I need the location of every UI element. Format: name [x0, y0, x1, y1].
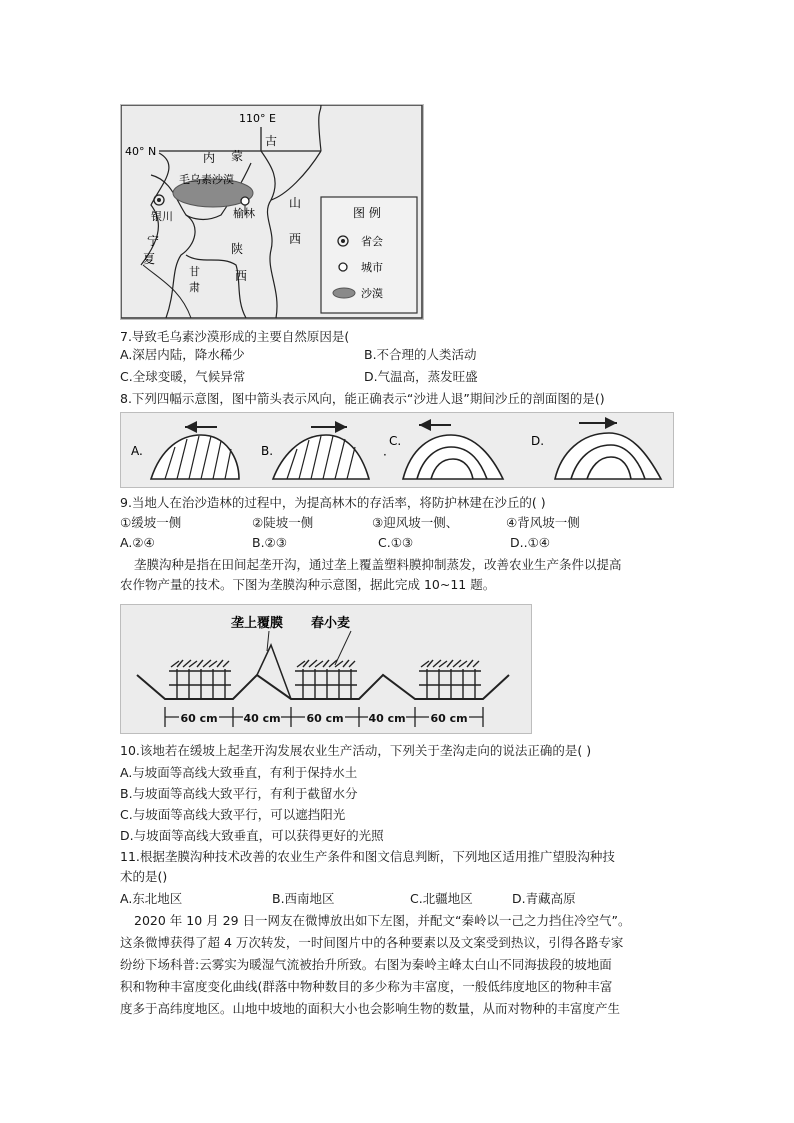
width-label: 60 cm [430, 712, 468, 725]
width-label: 40 cm [243, 712, 281, 725]
region-label: 古 [265, 134, 278, 148]
desert-label: 毛乌素沙漠 [179, 173, 234, 186]
dune-label-a[interactable]: A. [131, 444, 143, 458]
q7-option-c[interactable]: C.全球变暖，气候异常 [120, 369, 246, 384]
region-label: 西 [235, 269, 248, 283]
width-label: 60 cm [180, 712, 218, 725]
region-label: 宁 [147, 234, 160, 248]
q11-stem-line1: 11.根据垄膜沟种技术改善的农业生产条件和图文信息判断，下列地区适用推广望股沟种技 [120, 849, 615, 864]
width-label: 40 cm [368, 712, 406, 725]
q11-stem-line2: 术的是() [120, 869, 168, 884]
q11-option-b[interactable]: B.西南地区 [272, 891, 335, 906]
q9-option-d[interactable]: D..①④ [510, 535, 550, 550]
passage2-line3: 纷纷下场科普:云雾实为暖湿气流被抬升所致。右图为秦岭主峰太白山不同海拔段的坡地面 [120, 957, 612, 972]
q9-item-1: ①缓坡一侧 [120, 515, 182, 530]
q9-item-3: ③迎风坡一侧、 [372, 515, 459, 530]
q10-option-b[interactable]: B.与坡面等高线大致平行，有利于截留水分 [120, 786, 358, 801]
city-label-yinchuan: 银川 [151, 210, 173, 223]
dune-figure [120, 412, 674, 488]
q9-option-b[interactable]: B.②③ [252, 535, 287, 550]
q7-option-d[interactable]: D.气温高，蒸发旺盛 [364, 369, 478, 384]
q10-stem: 10.该地若在缓坡上起垄开沟发展农业生产活动，下列关于垄沟走向的说法正确的是( ) [120, 743, 592, 758]
region-label: 夏 [143, 252, 156, 266]
region-label: 蒙 [231, 149, 244, 163]
map-svg [121, 105, 423, 319]
q9-option-a[interactable]: A.②④ [120, 535, 155, 550]
passage2-line5: 度多于高纬度地区。山地中坡地的面积大小也会影响生物的数量，从而对物种的丰富度产生 [120, 1001, 621, 1016]
film-label: 垄上覆膜 [231, 616, 284, 631]
q11-option-a[interactable]: A.东北地区 [120, 891, 183, 906]
q11-option-c[interactable]: C.北疆地区 [410, 891, 473, 906]
legend-title: 图 例 [353, 206, 381, 220]
q11-option-d[interactable]: D.青藏高原 [512, 891, 576, 906]
dune-label-d[interactable]: D. [531, 434, 545, 448]
q9-item-4: ④背风坡一侧 [506, 515, 580, 530]
legend-label: 沙漠 [361, 287, 383, 300]
region-label: 肃 [189, 281, 200, 294]
q7-option-b[interactable]: B.不合理的人类活动 [364, 347, 477, 362]
separator-dot: · [383, 448, 387, 462]
region-label: 陕 [231, 242, 244, 256]
map-figure [120, 104, 424, 320]
q7-option-a[interactable]: A.深居内陆，降水稀少 [120, 347, 245, 362]
region-label: 内 [203, 151, 216, 165]
q10-option-c[interactable]: C.与坡面等高线大致平行，可以遮挡阳光 [120, 807, 346, 822]
passage2-line1: 2020 年 10 月 29 日一网友在微博放出如下左图，并配文“秦岭以一己之力挡住冷空气”。 [134, 913, 631, 928]
city-label-yulin: 榆林 [233, 207, 255, 220]
latitude-label: 40° N [125, 145, 157, 158]
city-icon [339, 263, 347, 271]
q10-option-a[interactable]: A.与坡面等高线大致垂直，有利于保持水土 [120, 765, 358, 780]
region-label: 西 [289, 232, 302, 246]
region-label: 山 [289, 196, 302, 210]
ridge-svg [121, 605, 531, 733]
q9-item-2: ②陡坡一侧 [252, 515, 314, 530]
legend-label: 城市 [361, 261, 383, 274]
wheat-label: 春小麦 [311, 616, 351, 631]
dune-svg [121, 413, 673, 487]
dune-label-b[interactable]: B. [261, 444, 274, 458]
passage1-line2: 农作物产量的技术。下图为垄膜沟种示意图，据此完成 10~11 题。 [120, 577, 496, 592]
q10-option-d[interactable]: D.与坡面等高线大致垂直，可以获得更好的光照 [120, 828, 384, 843]
q9-stem: 9.当地人在治沙造林的过程中，为提高林木的存活率，将防护林建在沙丘的( ) [120, 495, 546, 510]
width-label: 60 cm [306, 712, 344, 725]
q7-stem: 7.导致毛乌素沙漠形成的主要自然原因是( [120, 329, 350, 344]
passage1-line1: 垄膜沟种是指在田间起垄开沟，通过垄上覆盖塑料膜抑制蒸发，改善农业生产条件以提高 [134, 557, 622, 572]
legend-label: 省会 [361, 235, 383, 248]
ridge-figure [120, 604, 532, 734]
q8-stem: 8.下列四幅示意图，图中箭头表示风向，能正确表示“沙进人退”期间沙丘的剖面图的是() [120, 391, 605, 406]
passage2-line2: 这条微博获得了超 4 万次转发，一时间图片中的各种要素以及文案受到热议，引得各路专家 [120, 935, 624, 950]
longitude-label: 110° E [239, 112, 276, 125]
region-label: 甘 [189, 265, 200, 278]
city-icon [241, 197, 249, 205]
dune-label-c[interactable]: C. [389, 434, 402, 448]
passage2-line4: 积和物种丰富度变化曲线(群落中物种数目的多少称为丰富度，一般低纬度地区的物种丰富 [120, 979, 613, 994]
desert-icon [333, 288, 355, 298]
q9-option-c[interactable]: C.①③ [378, 535, 414, 550]
